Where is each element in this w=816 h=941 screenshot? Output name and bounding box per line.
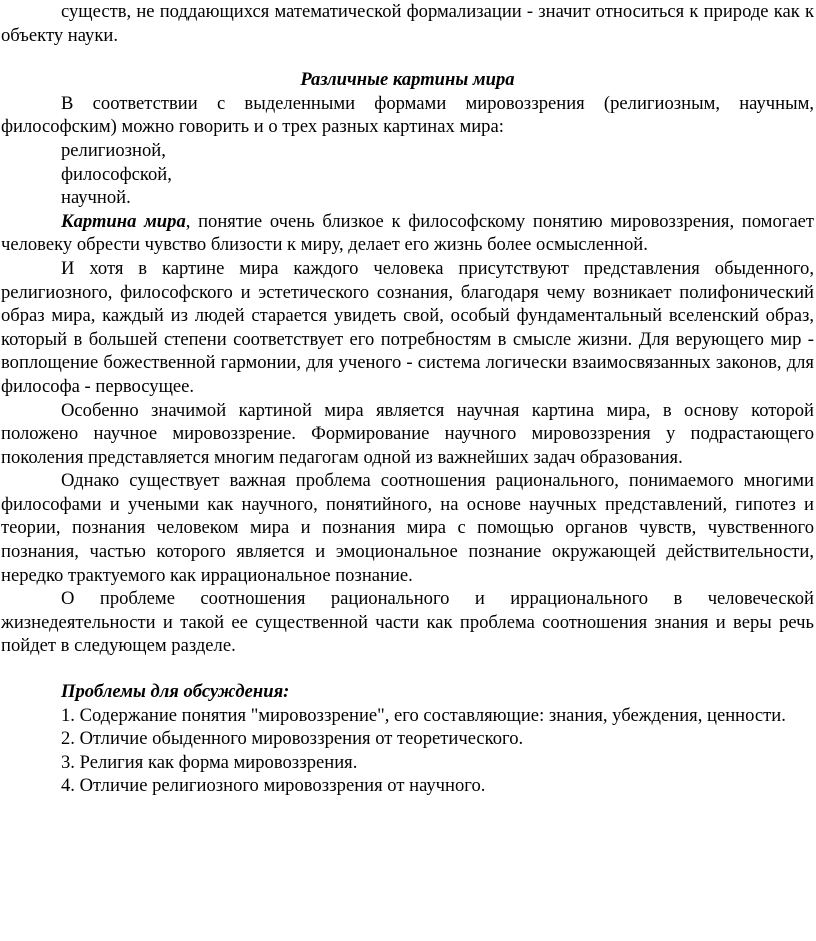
- definition-text: , понятие очень близкое к философскому понятию мировоззрения, помогает человеку обрести чувство близости к миру, делает его жизнь более осмысленной.: [1, 210, 814, 256]
- list-item-religious: религиозной,: [61, 139, 166, 161]
- list-item-philosophical: философской,: [61, 163, 172, 185]
- question-item: 3. Религия как форма мировоззрения.: [61, 751, 358, 773]
- paragraph-polyphonic-image: И хотя в картине мира каждого человека присутствуют представления обыденного, религиозного, философского и эстетического сознания, благодаря чему возникает полифонический образ мира, каждый из людей старается увидеть свой, особый фундаментальный вселенский образ, который в большей степени соответствует его потребностям в смысле жизни. Для верующего мир - воплощение божественной гармонии, для ученого - система логически взаимосвязанных законов, для философа - первосущее.: [1, 257, 814, 397]
- list-item-scientific: научной.: [61, 187, 131, 209]
- paragraph-world-picture-definition: [1, 210, 814, 257]
- paragraph-next-section: О проблеме соотношения рационального и иррационального в человеческой жизнедеятельности и такой ее существенной части как проблема соотношения знания и веры речь пойдет в следующем разделе.: [1, 588, 814, 657]
- paragraph-forms-of-worldview: В соответствии с выделенными формами мировоззрения (религиозным, научным, философским) можно говорить и о трех разных картинах мира:: [1, 92, 814, 138]
- paragraph-scientific-picture: Особенно значимой картиной мира является научная картина мира, в основу которой положено научное мировоззрение. Формирование научного мировоззрения у подрастающего поколения представляется многим педагогам одной из важнейших задач образования.: [1, 399, 814, 468]
- term-world-picture: Картина мира: [61, 210, 186, 232]
- paragraph-continuation: существ, не поддающихся математической формализации - значит относиться к природе как к объекту науки.: [1, 1, 814, 46]
- question-item: 4. Отличие религиозного мировоззрения от научного.: [61, 775, 486, 797]
- section-title: Различные картины мира: [300, 69, 515, 91]
- question-item: 2. Отличие обыденного мировоззрения от теоретического.: [61, 728, 524, 750]
- question-item: 1. Содержание понятия "мировоззрение", его составляющие: знания, убеждения, ценности.: [61, 704, 786, 726]
- paragraph-rational-problem: Однако существует важная проблема соотношения рационального, понимаемого многими философами и учеными как научного, понятийного, на основе научных представлений, гипотез и теории, познания человеком мира и познания мира с помощью органов чувств, чувственного познания, частью которого является и эмоциональное познание окружающей действительности, нередко трактуемого как иррациональное познание.: [1, 470, 814, 586]
- discussion-title: Проблемы для обсуждения:: [61, 681, 290, 703]
